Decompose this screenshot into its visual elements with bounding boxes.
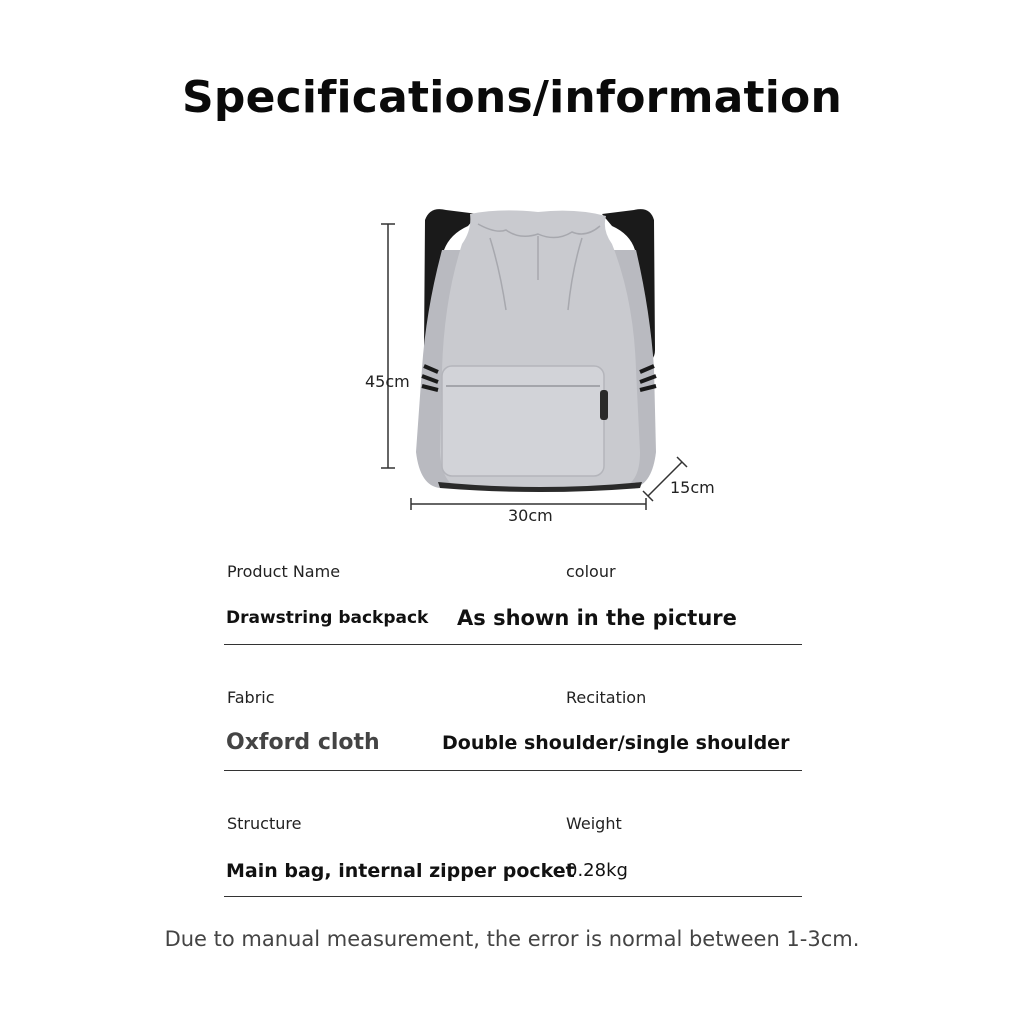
divider xyxy=(224,770,802,771)
spec-label-product-name: Product Name xyxy=(227,562,341,581)
page-title: Specifications/information xyxy=(181,72,842,123)
spec-value-fabric: Oxford cloth xyxy=(226,730,380,755)
spec-label-recitation: Recitation xyxy=(566,688,647,707)
spec-row-product xyxy=(224,552,802,678)
measurement-note: Due to manual measurement, the error is normal between 1-3cm. xyxy=(164,927,860,951)
width-label: 30cm xyxy=(508,506,553,525)
spec-value-structure: Main bag, internal zipper pocket xyxy=(226,860,575,882)
spec-row-fabric xyxy=(224,678,802,804)
spec-value-weight: 0.28kg xyxy=(566,860,628,881)
spec-label-colour: colour xyxy=(566,562,616,581)
spec-label-structure: Structure xyxy=(227,814,302,833)
spec-value-product-name: Drawstring backpack xyxy=(226,608,429,628)
divider xyxy=(224,644,802,645)
spec-value-recitation: Double shoulder/single shoulder xyxy=(442,732,790,754)
product-figure xyxy=(350,190,730,530)
depth-label: 15cm xyxy=(670,478,715,497)
front-pocket xyxy=(442,366,604,476)
zipper-pull-icon xyxy=(600,390,608,420)
height-dimension-line xyxy=(381,224,395,468)
spec-value-colour: As shown in the picture xyxy=(457,606,737,630)
height-label: 45cm xyxy=(365,372,410,391)
spec-table xyxy=(224,552,802,930)
spec-label-weight: Weight xyxy=(566,814,622,833)
divider xyxy=(224,896,802,897)
spec-row-structure xyxy=(224,804,802,930)
spec-label-fabric: Fabric xyxy=(227,688,275,707)
